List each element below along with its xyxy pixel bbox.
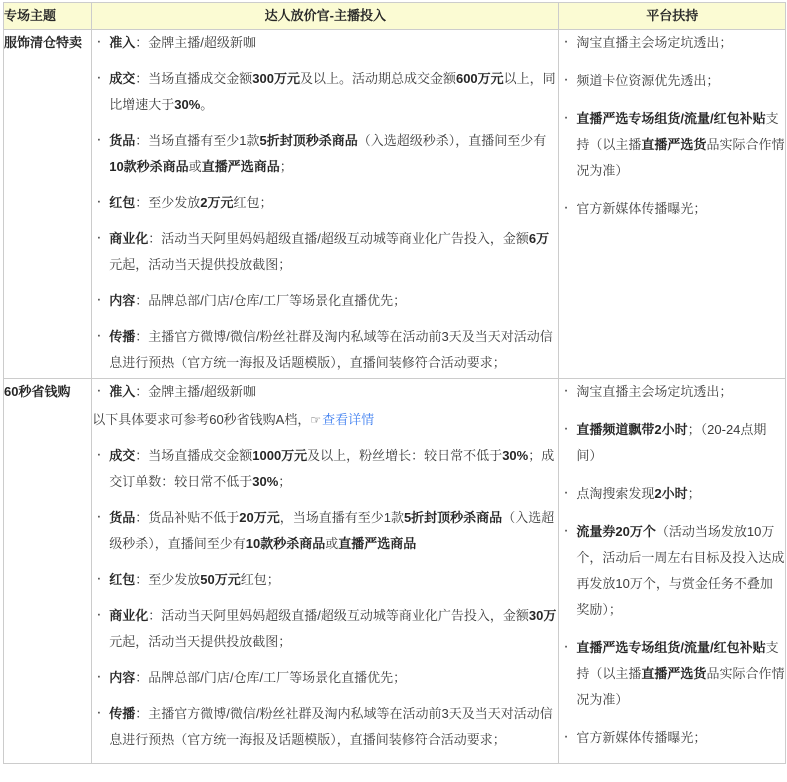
requirement-list-detail [92, 443, 558, 753]
support-text-highlighted: 流量券20万个（活动当场发放10万个，活动后一周左右目标及投入达成再发放10万个，与赏金任务不叠加奖励）； [576, 524, 785, 617]
support-text-highlighted: 直播频道飘带2小时；（20-24点期间） [576, 422, 767, 463]
list-item [92, 30, 558, 56]
support-list [559, 30, 785, 222]
row-platform-support [559, 30, 786, 379]
requirement-label: 传播 [109, 706, 136, 721]
column-header-theme: 专场主题 [4, 3, 92, 30]
requirement-label: 成交 [109, 71, 136, 86]
requirement-label: 传播 [109, 329, 136, 344]
reference-note [92, 407, 558, 433]
requirement-text: ：当场直播成交金额1000万元及以上，粉丝增长：较日常不低于30%；成交订单数：较日常不低于30%； [109, 448, 555, 489]
list-item [559, 519, 785, 623]
requirement-label: 货品 [109, 510, 136, 525]
list-item: · 频道卡位资源优先透出； [559, 68, 785, 94]
requirement-text: ：金牌主播/超级新咖 [135, 384, 256, 399]
table-header [4, 3, 786, 30]
list-item [92, 567, 558, 593]
list-item [92, 66, 558, 118]
requirement-list [92, 379, 558, 405]
requirement-label: 红包 [109, 572, 136, 587]
list-item [92, 665, 558, 691]
table-row [4, 379, 786, 764]
requirement-label: 成交 [109, 448, 136, 463]
requirement-label: 红包 [109, 195, 136, 210]
requirement-text: ：至少发放50万元红包； [135, 572, 280, 587]
requirement-label: 货品 [109, 133, 136, 148]
list-item [92, 226, 558, 278]
list-item: · 淘宝直播主会场定坑透出； [559, 379, 785, 405]
row-theme-label: 60秒省钱购 [4, 379, 92, 764]
row-platform-support [559, 379, 786, 764]
list-item [92, 379, 558, 405]
support-text-highlighted: 直播严选专场组货/流量/红包补贴支持（以主播直播严选货品实际合作情况为准） [576, 640, 785, 707]
list-item: · 官方新媒体传播曝光； [559, 196, 785, 222]
requirement-label: 内容 [109, 293, 136, 308]
requirement-list [92, 30, 558, 376]
requirement-text: ：至少发放2万元红包； [135, 195, 273, 210]
support-text-highlighted: 直播严选专场组货/流量/红包补贴支持（以主播直播严选货品实际合作情况为准） [576, 111, 785, 178]
list-item [92, 324, 558, 376]
requirement-label: 商业化 [109, 608, 149, 623]
requirement-label: 准入 [109, 384, 136, 399]
list-item: · 官方新媒体传播曝光； [559, 725, 785, 751]
reference-note-text: 以下具体要求可参考60秒省钱购A档， [92, 412, 311, 427]
requirement-text: ：品牌总部/门店/仓库/工厂等场景化直播优先； [135, 293, 407, 308]
column-header-platform-support: 平台扶持 [559, 3, 786, 30]
row-anchor-requirements [92, 30, 559, 379]
list-item [92, 190, 558, 216]
header-row [4, 3, 786, 30]
list-item [92, 505, 558, 557]
requirement-text: ：当场直播有至少1款5折封顶秒杀商品（入选超级秒杀），直播间至少有10款秒杀商品或直播严选商品； [109, 133, 547, 174]
requirement-text: ：活动当天阿里妈妈超级直播/超级互动城等商业化广告投入，金额6万元起，活动当天提供投放截图； [109, 231, 550, 272]
row-anchor-requirements [92, 379, 559, 764]
row-theme-label: 服饰清仓特卖 [4, 30, 92, 379]
list-item [559, 635, 785, 713]
support-text-bold: 点淘搜索发现2小时； [576, 486, 701, 501]
requirement-label: 商业化 [109, 231, 149, 246]
table-body [4, 30, 786, 764]
list-item [559, 417, 785, 469]
list-item: · 淘宝直播主会场定坑透出； [559, 30, 785, 56]
requirement-text: ：货品补贴不低于20万元，当场直播有至少1款5折封顶秒杀商品（入选超级秒杀），直播间至少有10款秒杀商品或直播严选商品 [109, 510, 555, 551]
requirement-text: ：品牌总部/门店/仓库/工厂等场景化直播优先； [135, 670, 407, 685]
requirement-text: ：活动当天阿里妈妈超级直播/超级互动城等商业化广告投入，金额30万元起，活动当天提供投放截图； [109, 608, 557, 649]
list-item [559, 481, 785, 507]
campaign-requirements-table [3, 2, 786, 764]
list-item [92, 443, 558, 495]
requirement-text: ：主播官方微博/微信/粉丝社群及淘内私域等在活动前3天及当天对活动信息进行预热（官方统一海报及话题模版），直播间装修符合活动要求； [109, 329, 553, 370]
column-header-anchor-investment: 达人放价官-主播投入 [92, 3, 559, 30]
list-item [92, 603, 558, 655]
requirement-label: 准入 [109, 35, 136, 50]
requirement-text: ：金牌主播/超级新咖 [135, 35, 256, 50]
requirement-text: ：当场直播成交金额300万元及以上。活动期总成交金额600万元以上，同比增速大于30%。 [109, 71, 556, 112]
list-item [92, 128, 558, 180]
requirement-label: 内容 [109, 670, 136, 685]
pointing-hand-icon: ☞ [310, 413, 322, 427]
list-item [92, 288, 558, 314]
requirement-text: ：主播官方微博/微信/粉丝社群及淘内私域等在活动前3天及当天对活动信息进行预热（官方统一海报及话题模版），直播间装修符合活动要求； [109, 706, 553, 747]
list-item [92, 701, 558, 753]
support-list [559, 379, 785, 751]
list-item [559, 106, 785, 184]
view-details-link[interactable]: 查看详情 [322, 412, 375, 427]
table-row [4, 30, 786, 379]
